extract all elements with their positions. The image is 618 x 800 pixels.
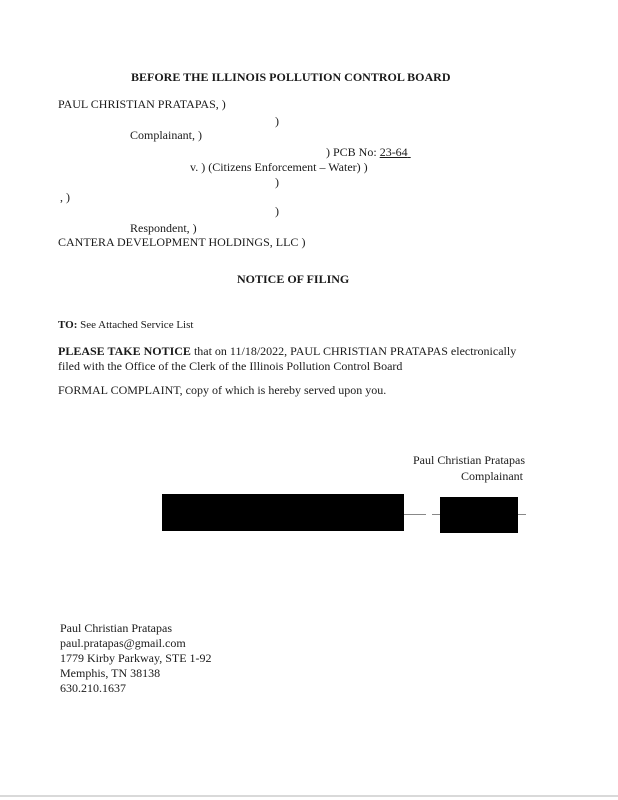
redaction-block: [440, 497, 518, 533]
caption-paren: ): [275, 204, 279, 218]
signature-line: [404, 514, 426, 515]
page-bottom-edge: [0, 795, 618, 797]
contact-phone: 630.210.1637: [60, 681, 126, 695]
formal-complaint-line: FORMAL COMPLAINT, copy of which is hereby served upon you.: [58, 383, 387, 397]
caption-comma-paren: , ): [60, 190, 70, 204]
to-text: See Attached Service List: [77, 319, 194, 331]
notice-heading: NOTICE OF FILING: [237, 272, 350, 286]
signature-line: [432, 514, 440, 515]
notice-text: that on 11/18/2022, PAUL CHRISTIAN PRATAPAS electronically: [190, 344, 517, 358]
respondent-label: Respondent, ): [130, 221, 197, 235]
respondent-name: CANTERA DEVELOPMENT HOLDINGS, LLC ): [58, 235, 306, 249]
contact-email: paul.pratapas@gmail.com: [60, 636, 186, 650]
pcb-prefix: ) PCB No:: [326, 145, 380, 159]
caption-paren: ): [275, 175, 279, 189]
pcb-number: 23-64: [379, 145, 408, 159]
redaction-block: [162, 494, 404, 531]
complainant-name: PAUL CHRISTIAN PRATAPAS, ): [58, 97, 226, 111]
contact-city: Memphis, TN 38138: [60, 666, 161, 680]
notice-paragraph-line-2: filed with the Office of the Clerk of the Illinois Pollution Control Board: [58, 359, 403, 373]
to-label: TO:: [58, 319, 78, 331]
caption-paren: ): [275, 114, 279, 128]
pcb-number-line: [326, 145, 411, 160]
to-line: [58, 319, 193, 331]
please-take-notice: PLEASE TAKE NOTICE: [58, 344, 191, 358]
signature-line: [518, 514, 526, 515]
complainant-label: Complainant, ): [130, 128, 202, 142]
signature-role: Complainant: [461, 469, 523, 483]
notice-paragraph-line-1: [58, 344, 516, 359]
contact-address: 1779 Kirby Parkway, STE 1-92: [60, 651, 212, 665]
versus-line: v. ) (Citizens Enforcement – Water) ): [190, 160, 368, 174]
contact-name: Paul Christian Pratapas: [60, 621, 172, 635]
board-title: BEFORE THE ILLINOIS POLLUTION CONTROL BOARD: [131, 70, 451, 84]
signature-name: Paul Christian Pratapas: [413, 453, 525, 467]
